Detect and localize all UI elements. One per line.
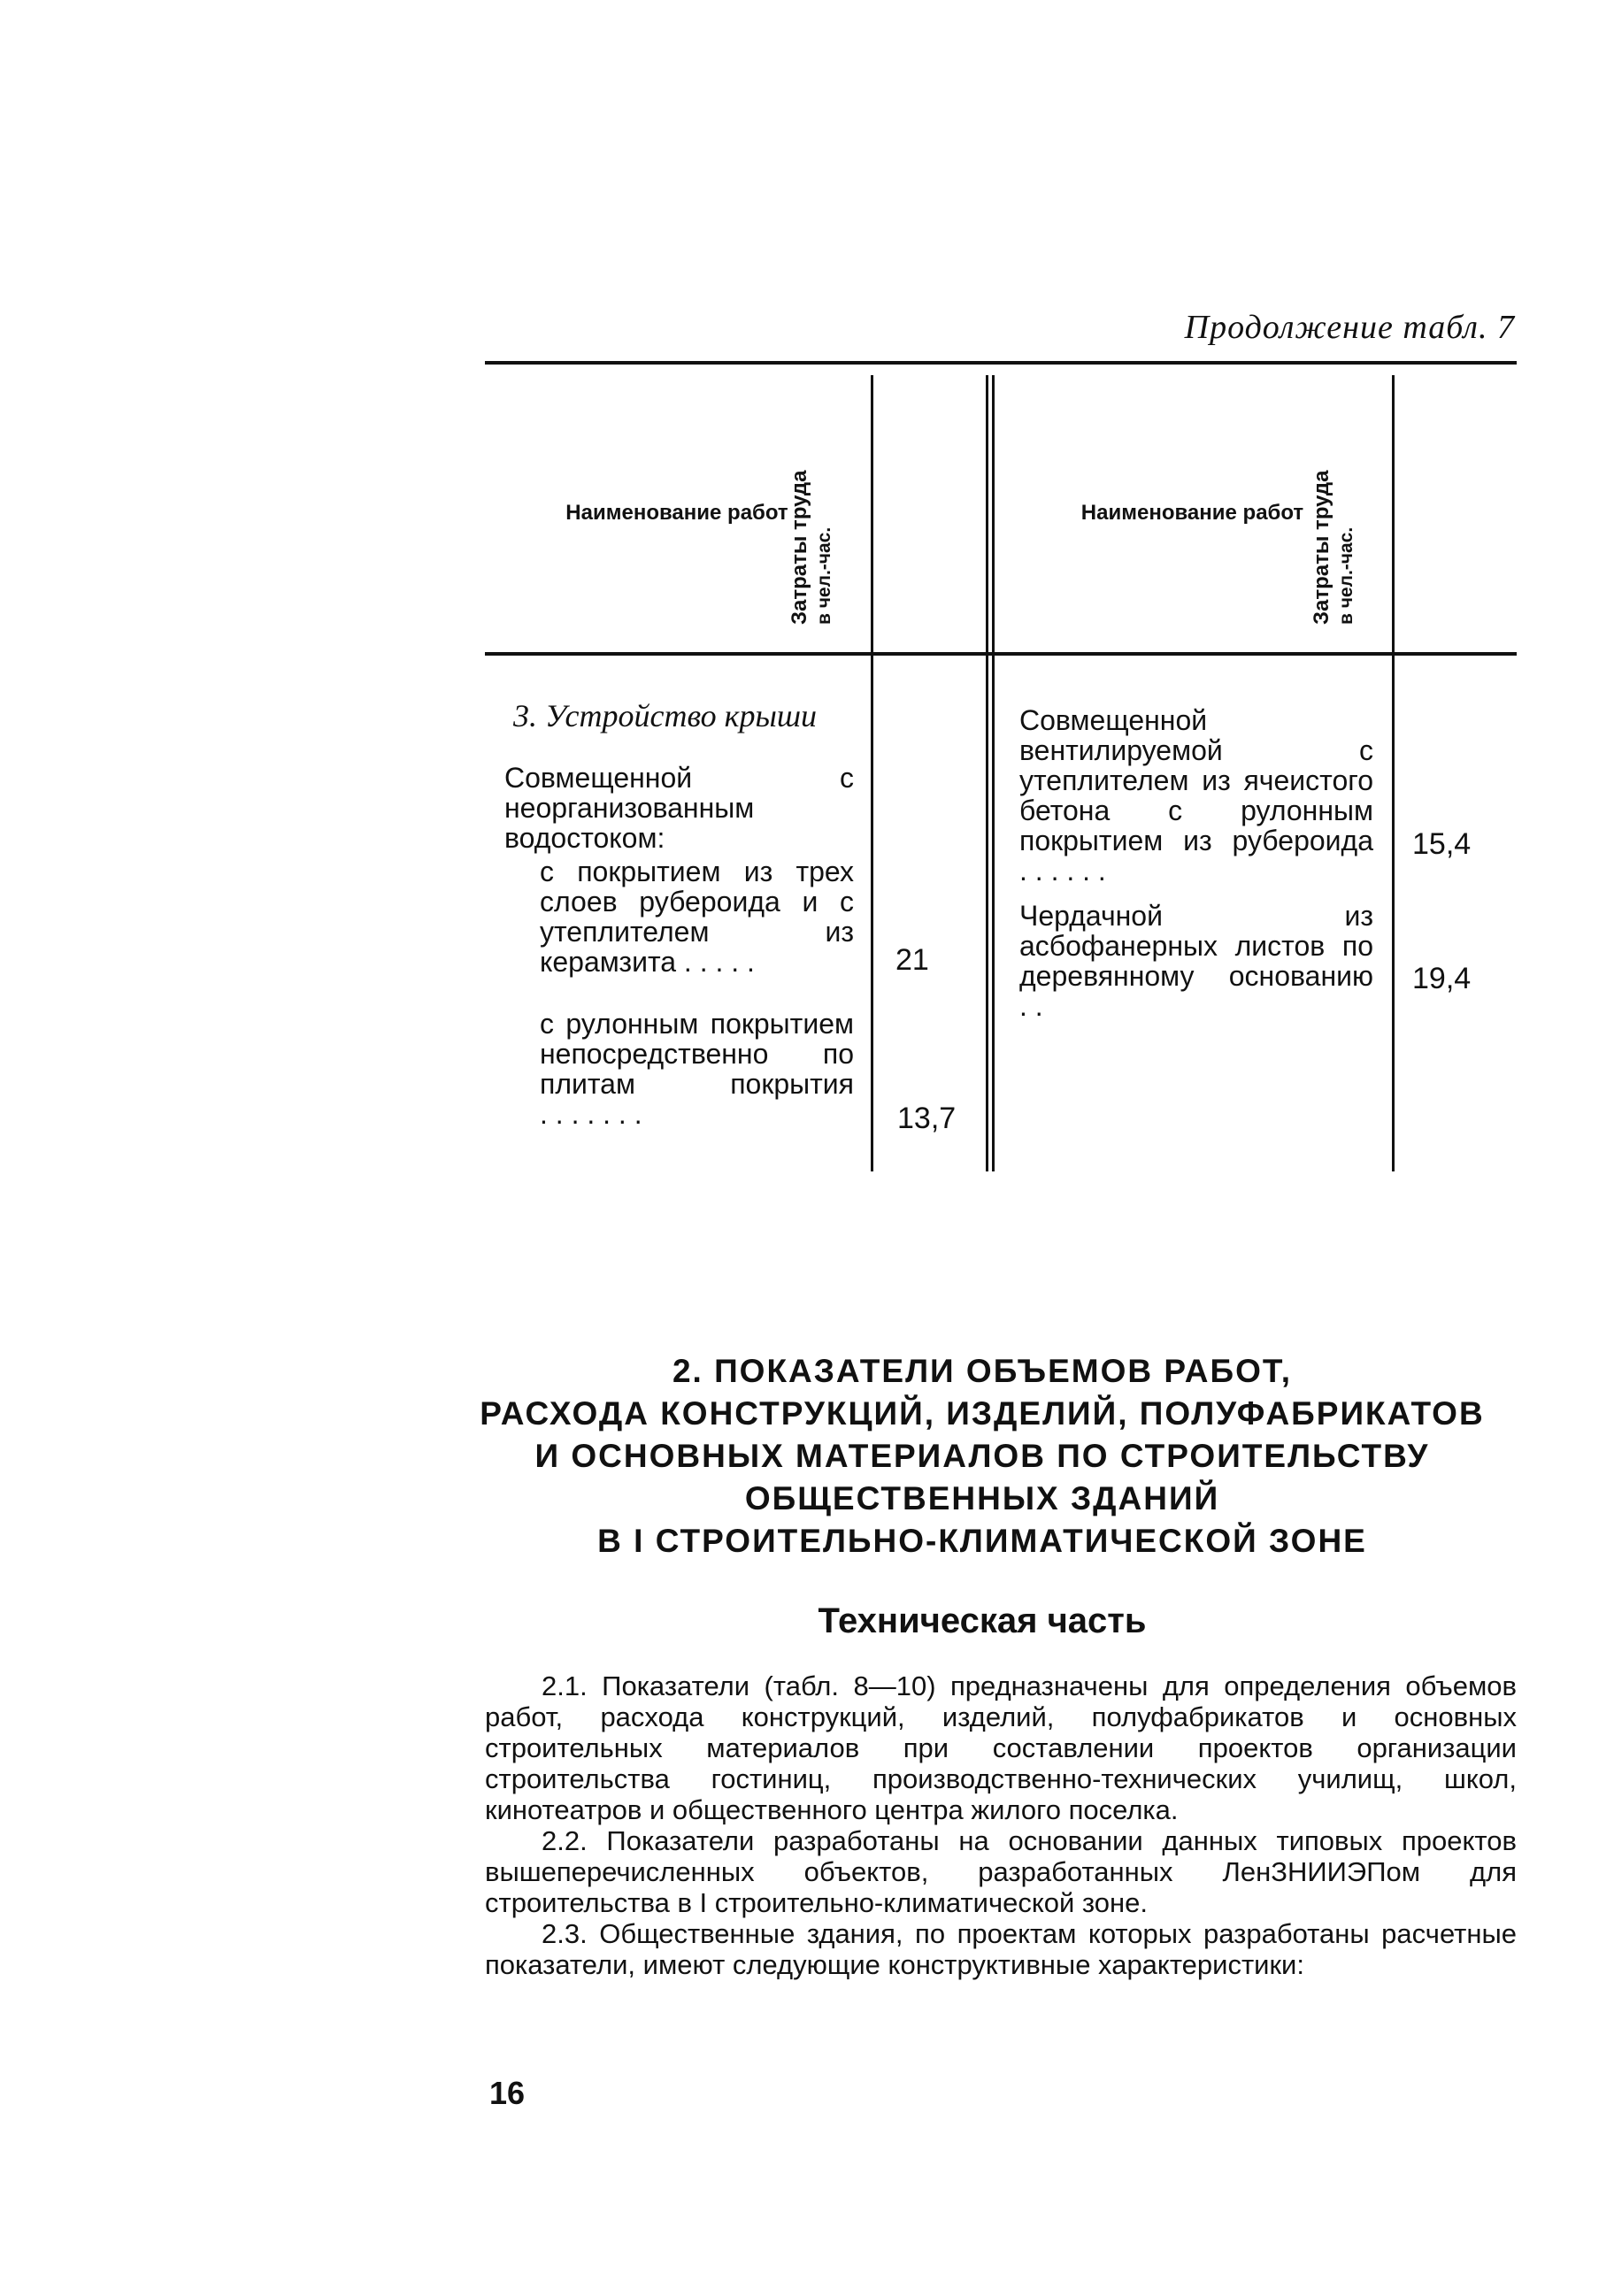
right-item-1-desc: Совмещенной вентилируемой с утеплителем из ячеистого бетона с рулонным покрытием из рубероида: [1019, 704, 1373, 856]
header-cost-left-line2: в чел.-час.: [814, 526, 834, 625]
section-heading-line-4: ОБЩЕСТВЕННЫХ ЗДАНИЙ: [744, 1480, 1220, 1517]
section-heading-line-2: РАСХОДА КОНСТРУКЦИЙ, ИЗДЕЛИЙ, ПОЛУФАБРИКАТОВ: [480, 1395, 1485, 1432]
header-name-right: Наименование работ: [1080, 501, 1304, 525]
paragraph-2-3-text: 2.3. Общественные здания, по проектам которых разработаны расчетные показатели, имеют следующие конструктивные характеристики:: [485, 1918, 1517, 1980]
right-item-2-value: 19,4: [1412, 962, 1472, 995]
left-item-2-desc: с рулонным покрытием непосредственно по плитам покрытия: [540, 1008, 854, 1100]
left-item-1-desc: с покрытием из трех слоев рубероида и с утеплителем из керамзита: [540, 856, 854, 978]
paragraph-2-1: [485, 1670, 1517, 1825]
table-divider-2a: [986, 375, 988, 1171]
right-item-1-text: [1019, 705, 1373, 886]
right-item-1-value: 15,4: [1412, 827, 1472, 861]
header-cost-left: [788, 430, 841, 625]
page-number: 16: [489, 2075, 526, 2111]
header-cost-right: [1310, 430, 1363, 625]
table-divider-3: [1392, 375, 1395, 1171]
header-name-left: Наименование работ: [565, 501, 788, 525]
header-cost-right-line2: в чел.-час.: [1336, 526, 1357, 625]
section-heading-line-1: 2. ПОКАЗАТЕЛИ ОБЪЕМОВ РАБОТ,: [672, 1353, 1293, 1389]
group-title-combined: Совмещенной с неорганизованным водостоком:: [504, 762, 854, 854]
section-heading-line-3: И ОСНОВНЫХ МАТЕРИАЛОВ ПО СТРОИТЕЛЬСТВУ: [534, 1438, 1430, 1474]
table-continuation-label: Продолжение табл. 7: [1184, 309, 1515, 346]
header-cost-right-line1: Затраты труда: [1310, 470, 1333, 625]
left-item-2-value: 13,7: [897, 1102, 957, 1135]
left-item-1-dots: . . . . .: [683, 946, 755, 978]
section-title-roof: 3. Устройство крыши: [513, 698, 818, 733]
table-divider-2b: [992, 375, 995, 1171]
left-item-1-text: [540, 856, 854, 977]
paragraph-2-2-text: 2.2. Показатели разработаны на основании данных типовых проектов вышеперечисленных объектов, разработанных ЛенЗНИИЭПом для строительства в I строительно-климатической зоне.: [485, 1825, 1517, 1918]
table-header-rule: [485, 652, 1517, 656]
left-item-1-value: 21: [895, 943, 929, 977]
paragraph-2-3: [485, 1918, 1517, 1980]
subheading-technical-part: Техническая часть: [818, 1601, 1147, 1640]
right-item-2-desc: Чердачной из асбофанерных листов по деревянному основанию: [1019, 900, 1373, 992]
section-heading-line-5: В I СТРОИТЕЛЬНО-КЛИМАТИЧЕСКОЙ ЗОНЕ: [597, 1523, 1367, 1559]
paragraph-2-1-text: 2.1. Показатели (табл. 8—10) предназначены для определения объемов работ, расхода конструкций, изделий, полуфабрикатов и основных строительных материалов при составлении проектов организации строительства гостиниц, производственно-технических училищ, школ, кинотеатров и общественного центра жилого поселка.: [485, 1670, 1517, 1825]
table-top-rule: [485, 361, 1517, 365]
left-item-2-dots: . . . . . . .: [540, 1098, 642, 1130]
paragraph-2-2: [485, 1825, 1517, 1918]
left-item-2-text: [540, 1009, 854, 1129]
header-cost-left-line1: Затраты труда: [788, 470, 811, 625]
right-item-1-dots: . . . . . .: [1019, 855, 1106, 887]
table-divider-1: [871, 375, 873, 1171]
right-item-2-text: [1019, 901, 1373, 1021]
right-item-2-dots: . .: [1019, 990, 1043, 1022]
